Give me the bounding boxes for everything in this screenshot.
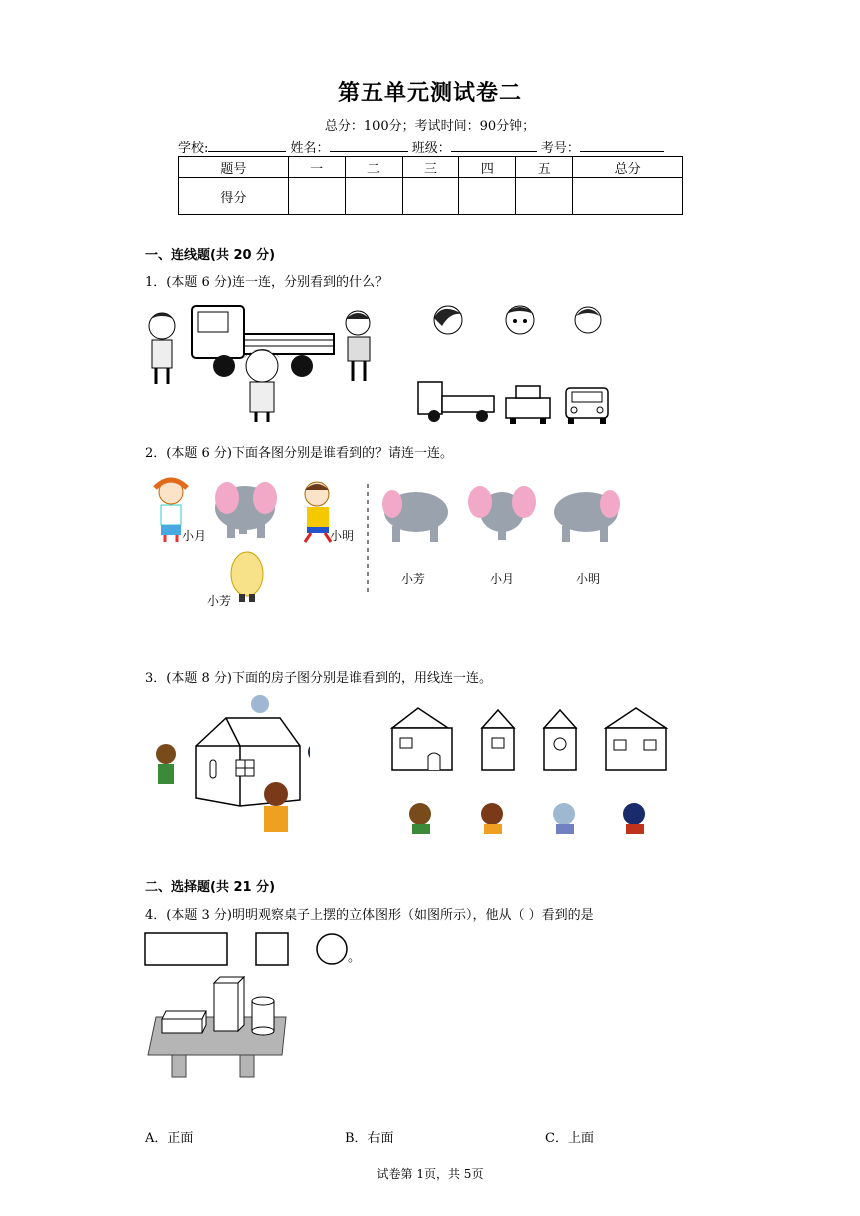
- question-2: 2．(本题 6 分)下面各图分别是谁看到的？请连一连。: [145, 446, 453, 461]
- label-right-1: 小芳: [401, 572, 426, 586]
- dashed-divider: [366, 484, 370, 596]
- score-cell[interactable]: [402, 178, 459, 215]
- option-a[interactable]: A．正面: [145, 1131, 194, 1146]
- score-cell[interactable]: [516, 178, 573, 215]
- q1-scene-illustration: [140, 298, 340, 423]
- score-header-cell: 三: [402, 157, 459, 178]
- score-header-cell: 四: [459, 157, 516, 178]
- q1-head-views: [428, 298, 618, 343]
- label-xiaoming: 小明: [330, 529, 355, 543]
- label-right-3: 小明: [576, 572, 601, 586]
- score-cell[interactable]: [459, 178, 516, 215]
- score-cell[interactable]: [345, 178, 402, 215]
- question-1: 1．(本题 6 分)连一连，分别看到的什么？: [145, 275, 388, 290]
- score-cell[interactable]: [573, 178, 683, 215]
- q4-table-figure: [144, 975, 290, 1081]
- label-right-2: 小月: [490, 572, 515, 586]
- class-label: 班级：: [411, 141, 451, 156]
- score-header-cell: 一: [288, 157, 345, 178]
- score-header-cell: 二: [345, 157, 402, 178]
- student-info-line: [178, 137, 664, 156]
- label-xiaoyue: 小月: [182, 529, 207, 543]
- score-row-label: 得分: [179, 178, 289, 215]
- exam-info: 总分：100分；考试时间：90分钟；: [324, 119, 536, 134]
- number-blank[interactable]: [580, 139, 664, 152]
- number-label: 考号：: [540, 141, 580, 156]
- q3-house-views: [388, 704, 672, 772]
- score-header-cell: 总分: [573, 157, 683, 178]
- page-title: 第五单元测试卷二: [337, 81, 522, 106]
- boy-figure: [340, 305, 380, 385]
- label-xiaofang: 小芳: [207, 594, 232, 608]
- score-cell[interactable]: [288, 178, 345, 215]
- question-4: 4．(本题 3 分)明明观察桌子上摆的立体图形（如图所示），他从（ ）看到的是: [145, 908, 594, 923]
- school-blank[interactable]: [208, 139, 286, 152]
- section-heading: 二、选择题(共 21 分): [145, 880, 276, 895]
- question-3: 3．(本题 8 分)下面的房子图分别是谁看到的，用线连一连。: [145, 671, 492, 686]
- q3-house-scene: [148, 694, 310, 842]
- q4-view-shapes: [144, 931, 354, 969]
- class-blank[interactable]: [451, 139, 537, 152]
- q2-elephant-views: [372, 482, 628, 552]
- page-footer: 试卷第 1页，共 5页: [376, 1167, 484, 1181]
- q4-period: 。: [348, 950, 362, 965]
- q3-kid-heads: [404, 800, 654, 836]
- school-label: 学校:: [178, 141, 209, 156]
- option-b[interactable]: B．右面: [345, 1131, 394, 1146]
- name-blank[interactable]: [330, 139, 408, 152]
- option-c[interactable]: C．上面: [545, 1131, 594, 1146]
- score-header-cell: 题号: [179, 157, 289, 178]
- score-header-cell: 五: [516, 157, 573, 178]
- name-label: 姓名：: [290, 141, 330, 156]
- section-heading: 一、连线题(共 20 分): [145, 248, 276, 263]
- q1-truck-views: [414, 378, 614, 426]
- score-table: [178, 156, 683, 215]
